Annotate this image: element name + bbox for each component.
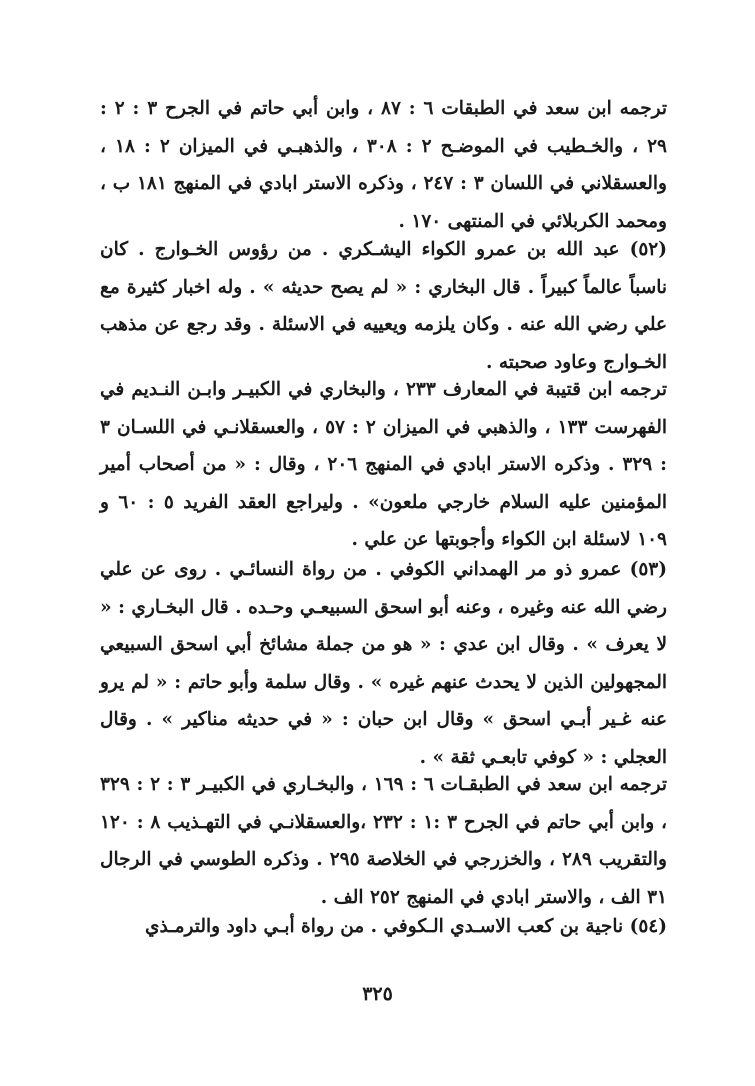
paragraph-entry-54: (٥٤) ناجية بن كعب الاسـدي الـكوفي . من رواة أبـي داود والترمـذي	[145, 916, 667, 937]
paragraph-citation-53: ترجمه ابن سعد في الطبقـات ٦ : ١٦٩ ، والبخـاري في الكبيـر ٣ : ٢ : ٣٢٩ ، وابن أبي حاتم في الجرح ٣ :١ : ٢٣٢ ،والعسقلانـي في التهـذيب ٨ : ١٢٠ والتقريب ٢٨٩ ، والخزرجي في الخلاصة ٢٩٥ . وذكره الطوسي في الرجال ٣١ الف ، والاستر ابادي في المنهج ٢٥٢ الف .	[100, 774, 668, 908]
page-number: ٣٢٥	[362, 983, 393, 1005]
paragraph-citation-52: ترجمه ابن قتيبة في المعارف ٢٣٣ ، والبخاري في الكبيـر وابـن النـديم في الفهرست ١٣٣ ، والذهبي في الميزان ٢ : ٥٧ ، والعسقلانـي في اللسـان ٣ : ٣٢٩ . وذكره الاستر ابادي في المنهج ٢٠٦ ، وقال : « من أصحاب أمير المؤمنين عليه السلام خارجي ملعون» . وليراجع العقد الفريد ٥ : ٦٠ و ١٠٩ لاسئلة ابن الكواء وأجوبتها عن علي .	[100, 379, 668, 550]
paragraph-entry-52: (٥٢) عبد الله بن عمرو الكواء اليشـكري . من رؤوس الخـوارج . كان ناسباً عالماً كبيراً . قال البخاري : « لم يصح حديثه » . وله اخبار كثيرة مع علي رضي الله عنه . وكان يلزمه ويعييه في الاسئلة . وقد رجع عن مذهب الخـوارج وعاود صحبته .	[100, 239, 667, 373]
paragraph-citation-1: ترجمه ابن سعد في الطبقات ٦ : ٨٧ ، وابن أبي حاتم في الجرح ٣ : ٢ : ٢٩ ، والخـطيب في الموضـح ٢ : ٣٠٨ ، والذهبـي في الميزان ٢ : ١٨ ، والعسقلاني في اللسان ٣ : ٢٤٧ ، وذكره الاستر ابادي في المنهج ١٨١ ب ، ومحمد الكربلائي في المنتهى ١٧٠ .	[100, 98, 668, 232]
paragraph-entry-53: (٥٣) عمرو ذو مر الهمداني الكوفي . من رواة النسائـي . روى عن علي رضي الله عنه وغيره ، وعنه أبو اسحق السبيعـي وحـده . قال البخـاري : « لا يعرف » . وقال ابن عدي : « هو من جملة مشائخ أبي اسحق السبيعي المجهولين الذين لا يحدث عنهم غيره » . وقال سلمة وأبو حاتم : « لم يرو عنه غـير أبـي اسحق » وقال ابن حبان : « في حديثه مناكير » . وقال العجلي : « كوفي تابعـي ثقة » .	[100, 559, 667, 768]
